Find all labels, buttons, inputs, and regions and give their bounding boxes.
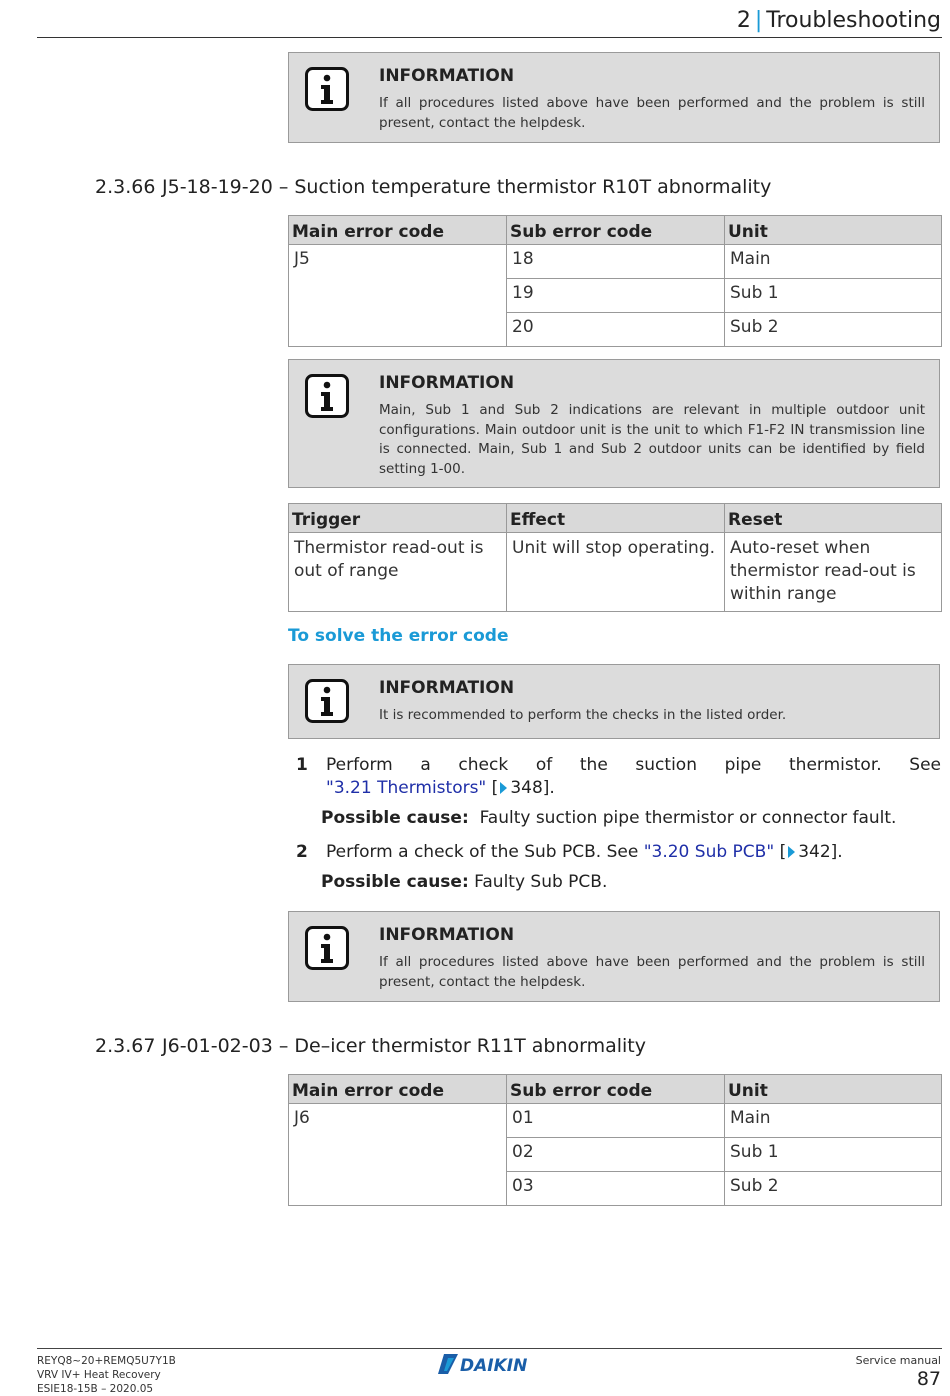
- section-number: 2.3.66: [95, 176, 156, 198]
- page-ref: 342].: [798, 842, 843, 862]
- info-text: If all procedures listed above have been performed and the problem is still present, contact the helpdesk.: [379, 954, 925, 990]
- daikin-logo: [438, 1352, 542, 1376]
- footer-rule: [37, 1348, 942, 1349]
- thermistors-link[interactable]: "3.21 Thermistors": [326, 778, 487, 798]
- page-bracket: [: [491, 778, 499, 798]
- step-reference: [326, 777, 941, 800]
- solve-heading: To solve the error code: [288, 626, 509, 646]
- page-bracket: [: [779, 842, 787, 862]
- info-text: Main, Sub 1 and Sub 2 indications are relevant in multiple outdoor unit configurations. Main outdoor unit is the unit to which F1-F2 IN transmission line is connected. Main, Sub 1 and Sub 2 outdoor units can be identified by field setting 1-00.: [379, 402, 925, 477]
- header-sub-error-code: Sub error code: [507, 1075, 725, 1104]
- unit-cell: Main: [725, 245, 942, 279]
- header-separator: |: [754, 8, 763, 33]
- step-text: [326, 841, 941, 864]
- sub-error-code: 02: [507, 1138, 725, 1172]
- header-reset: Reset: [725, 504, 942, 533]
- chapter-title: Troubleshooting: [766, 8, 941, 33]
- logo-text: DAIKIN: [460, 1356, 528, 1376]
- error-code-table: [288, 215, 942, 347]
- unit-cell: Sub 1: [725, 279, 942, 313]
- step-text: Perform a check of the suction pipe thermistor. See: [326, 755, 941, 775]
- header-effect: Effect: [507, 504, 725, 533]
- section-heading: [95, 1035, 646, 1057]
- cause-text: Faulty suction pipe thermistor or connector fault.: [479, 808, 897, 828]
- footer-product: VRV IV+ Heat Recovery: [37, 1369, 161, 1381]
- step-number: 1: [296, 755, 308, 775]
- info-box: [288, 911, 940, 1002]
- sub-error-code: 19: [507, 279, 725, 313]
- header-main-error-code: Main error code: [289, 1075, 507, 1104]
- information-icon: [305, 67, 349, 111]
- header-main-error-code: Main error code: [289, 216, 507, 245]
- info-title: INFORMATION: [379, 678, 515, 698]
- possible-cause: [321, 872, 607, 892]
- table-row: [289, 533, 942, 612]
- section-number: 2.3.67: [95, 1035, 156, 1057]
- section-title: J5-18-19-20 – Suction temperature thermistor R10T abnormality: [162, 176, 772, 198]
- cause-text: Faulty Sub PCB.: [474, 872, 608, 892]
- page-arrow-icon: [788, 846, 795, 858]
- table-row: [289, 1104, 942, 1138]
- header-trigger: Trigger: [289, 504, 507, 533]
- unit-cell: Main: [725, 1104, 942, 1138]
- info-text: If all procedures listed above have been performed and the problem is still present, contact the helpdesk.: [379, 95, 925, 131]
- header-rule: [37, 37, 942, 38]
- unit-cell: Sub 2: [725, 1172, 942, 1206]
- info-title: INFORMATION: [379, 373, 515, 393]
- chapter-number: 2: [736, 8, 751, 33]
- sub-error-code: 01: [507, 1104, 725, 1138]
- info-box: [288, 664, 940, 739]
- info-box: [288, 359, 940, 488]
- header-unit: Unit: [725, 1075, 942, 1104]
- trigger-effect-reset-table: [288, 503, 942, 612]
- section-heading: [95, 176, 771, 198]
- step-number: 2: [296, 842, 308, 862]
- section-title: J6-01-02-03 – De–icer thermistor R11T abnormality: [162, 1035, 646, 1057]
- header-sub-error-code: Sub error code: [507, 216, 725, 245]
- sub-error-code: 03: [507, 1172, 725, 1206]
- main-error-code: J6: [289, 1104, 507, 1206]
- trigger-cell: Thermistor read-out is out of range: [289, 533, 507, 612]
- table-row: [289, 245, 942, 279]
- cause-label: Possible cause:: [321, 872, 469, 892]
- page-number: 87: [916, 1368, 941, 1390]
- unit-cell: Sub 2: [725, 313, 942, 347]
- information-icon: [305, 679, 349, 723]
- footer-model: REYQ8~20+REMQ5U7Y1B: [37, 1355, 176, 1367]
- header-unit: Unit: [725, 216, 942, 245]
- info-title: INFORMATION: [379, 925, 515, 945]
- main-error-code: J5: [289, 245, 507, 347]
- cause-label: Possible cause:: [321, 808, 469, 828]
- info-box: [288, 52, 940, 143]
- info-text: It is recommended to perform the checks in the listed order.: [379, 707, 787, 723]
- sub-error-code: 18: [507, 245, 725, 279]
- page-header: [0, 8, 941, 33]
- information-icon: [305, 926, 349, 970]
- step-text-body: Perform a check of the Sub PCB. See: [326, 842, 639, 862]
- information-icon: [305, 374, 349, 418]
- possible-cause: [321, 808, 896, 828]
- footer-doc-type: Service manual: [855, 1354, 941, 1367]
- sub-error-code: 20: [507, 313, 725, 347]
- page-ref: 348].: [510, 778, 555, 798]
- reset-cell: Auto-reset when thermistor read-out is within range: [725, 533, 942, 612]
- footer-doc-id: ESIE18-15B – 2020.05: [37, 1383, 154, 1395]
- error-code-table: [288, 1074, 942, 1206]
- sub-pcb-link[interactable]: "3.20 Sub PCB": [643, 842, 775, 862]
- info-title: INFORMATION: [379, 66, 515, 86]
- unit-cell: Sub 1: [725, 1138, 942, 1172]
- effect-cell: Unit will stop operating.: [507, 533, 725, 612]
- page-arrow-icon: [500, 782, 507, 794]
